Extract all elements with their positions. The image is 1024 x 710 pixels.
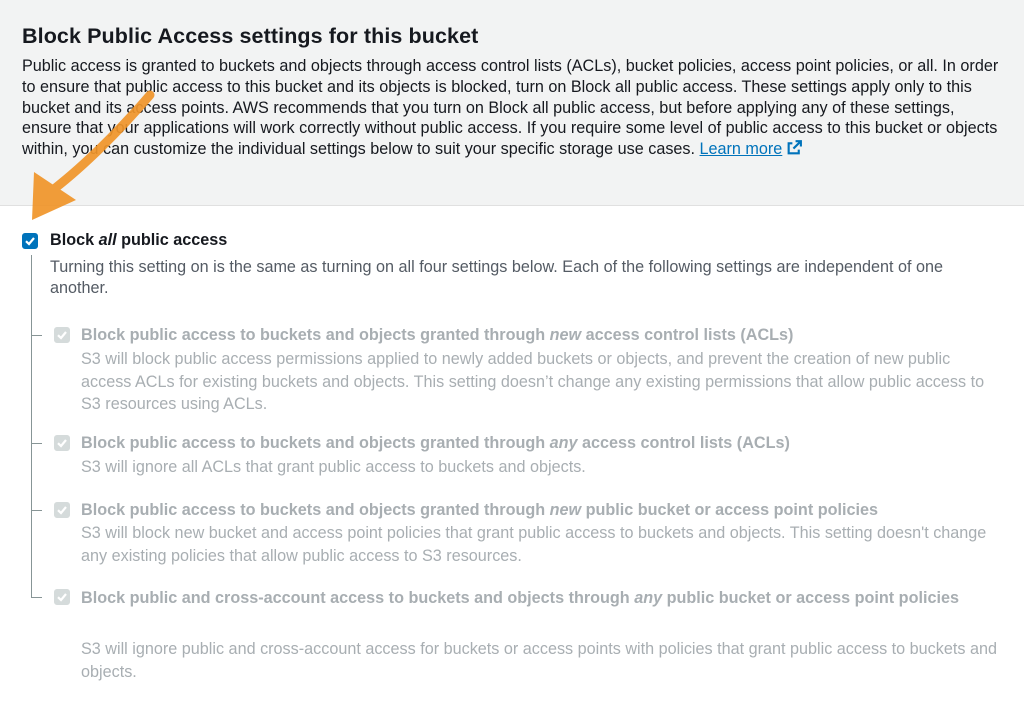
setting-checkbox-new-policies[interactable]	[54, 502, 70, 518]
block-all-label[interactable]: Block all public access	[50, 231, 228, 249]
setting-description-cross-account: S3 will ignore public and cross-account access for buckets or access points with policies that grant public access to buckets and objects.	[81, 640, 997, 681]
intro-description: Public access is granted to buckets and objects through access control lists (ACLs), bucket policies, access point policies, or all. In order to ensure that public access to this bucket and its objects is blocked, turn on Block all public access. These settings apply only to this bucket and its access points. AWS recommends that you turn on Block all public access, but before applying any of these settings, ensure that your applications will work correctly without public access. If you require some level of public access to this bucket or objects within, you can customize the individual settings below to suit your specific storage use cases.	[22, 57, 999, 159]
setting-checkbox-cross-account[interactable]	[54, 589, 70, 605]
checkmark-icon	[56, 437, 68, 449]
tree-connector	[31, 255, 32, 598]
setting-label-cross-account[interactable]: Block public and cross-account access to buckets and objects through any public bucket or access point policies	[81, 589, 959, 607]
checkmark-icon	[24, 235, 36, 247]
intro-text	[22, 56, 1007, 162]
setting-checkbox-any-acls[interactable]	[54, 435, 70, 451]
external-link-icon	[786, 139, 803, 162]
setting-description-any-acls: S3 will ignore all ACLs that grant public access to buckets and objects.	[81, 458, 586, 476]
tree-branch	[31, 510, 42, 511]
page-title: Block Public Access settings for this bucket	[22, 24, 479, 48]
setting-label-new-policies[interactable]: Block public access to buckets and objects granted through new public bucket or access point policies	[81, 501, 878, 519]
learn-more-link[interactable]	[700, 140, 804, 158]
tree-branch	[31, 597, 42, 598]
block-all-description: Turning this setting on is the same as turning on all four settings below. Each of the following settings are independent of one another.	[50, 258, 943, 297]
setting-description-new-policies: S3 will block new bucket and access point policies that grant public access to buckets and objects. This setting doesn't change any existing policies that allow public access to S3 resources.	[81, 524, 987, 565]
checkmark-icon	[56, 591, 68, 603]
setting-description-new-acls: S3 will block public access permissions applied to newly added buckets or objects, and prevent the creation of new public access ACLs for existing buckets and objects. This setting doesn’t change any existing permissions that allow public access to S3 resources using ACLs.	[81, 350, 985, 414]
tree-branch	[31, 443, 42, 444]
checkmark-icon	[56, 329, 68, 341]
learn-more-label: Learn more	[699, 140, 783, 159]
checkmark-icon	[56, 504, 68, 516]
block-all-checkbox[interactable]	[22, 233, 38, 249]
setting-label-new-acls[interactable]: Block public access to buckets and objects granted through new access control lists (ACLs)	[81, 326, 794, 344]
setting-checkbox-new-acls[interactable]	[54, 327, 70, 343]
tree-branch	[31, 335, 42, 336]
settings-header	[0, 0, 1024, 206]
setting-label-any-acls[interactable]: Block public access to buckets and objects granted through any access control lists (ACLs)	[81, 434, 790, 452]
